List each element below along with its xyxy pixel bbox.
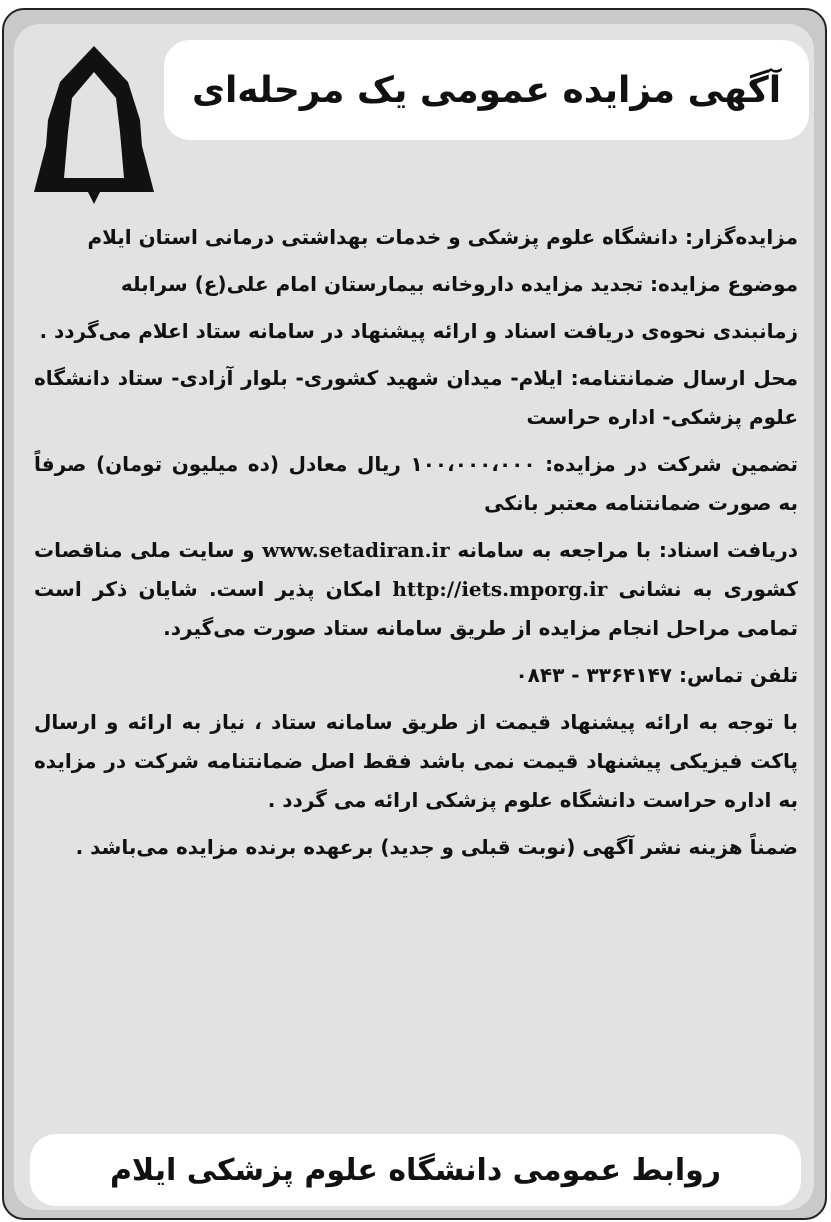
schedule-paragraph: زمانبندی نحوه‌ی دریافت اسناد و ارائه پیشنهاد در سامانه ستاد اعلام می‌گردد . [39,319,798,343]
subject-paragraph: موضوع مزایده: تجدید مزایده داروخانه بیمارستان امام علی(ع) سرابله [120,272,798,296]
university-arch-logo-icon [30,42,158,214]
iets-link[interactable]: http://iets.mporg.ir [392,577,608,601]
phone-paragraph: تلفن تماس: ۳۳۶۴۱۴۷ - ۰۸۴۳ [515,663,798,687]
page-title: آگهی مزایده عمومی یک مرحله‌ای [191,69,782,111]
title-box [164,40,809,140]
footer-signature: روابط عمومی دانشگاه علوم پزشکی ایلام [109,1152,722,1188]
submission-note-paragraph: با توجه به ارائه پیشنهاد قیمت از طریق سامانه ستاد ، نیاز به ارائه و ارسال پاکت فیزیکی پیشنهاد قیمت نمی باشد فقط اصل ضمانتنامه شرکت در مزایده به اداره حراست دانشگاه علوم پزشکی ارائه می گردد . [34,710,798,812]
guarantee-address-paragraph: محل ارسال ضمانتنامه: ایلام- میدان شهید کشوری- بلوار آزادی- ستاد دانشگاه علوم پزشکی- اداره حراست [34,366,798,429]
documents-text-part1: دریافت اسناد: با مراجعه به سامانه [449,538,799,562]
setadiran-link[interactable]: www.setadiran.ir [262,538,450,562]
organizer-paragraph: مزایده‌گزار: دانشگاه علوم پزشکی و خدمات بهداشتی درمانی استان ایلام [87,225,798,249]
cost-note-paragraph: ضمناً هزینه نشر آگهی (نوبت قبلی و جدید) برعهده برنده مزایده می‌باشد . [75,835,798,859]
documents-text-part2: و سایت ملی مناقصات کشوری به نشانی [34,538,798,601]
documents-paragraph [34,531,798,648]
footer-box [30,1134,801,1206]
participation-guarantee-paragraph: تضمین شرکت در مزایده: ۱۰۰،۰۰۰،۰۰۰ ریال معادل (ده میلیون تومان) صرفاً به صورت ضمانتنامه معتبر بانکی [34,452,799,515]
announcement-body [34,218,798,875]
logo-arch-shape [34,46,154,204]
documents-text-part3: امکان پذیر است. شایان ذکر است تمامی مراحل انجام مزایده از طریق سامانه ستاد صورت می‌گیرد. [34,577,798,640]
